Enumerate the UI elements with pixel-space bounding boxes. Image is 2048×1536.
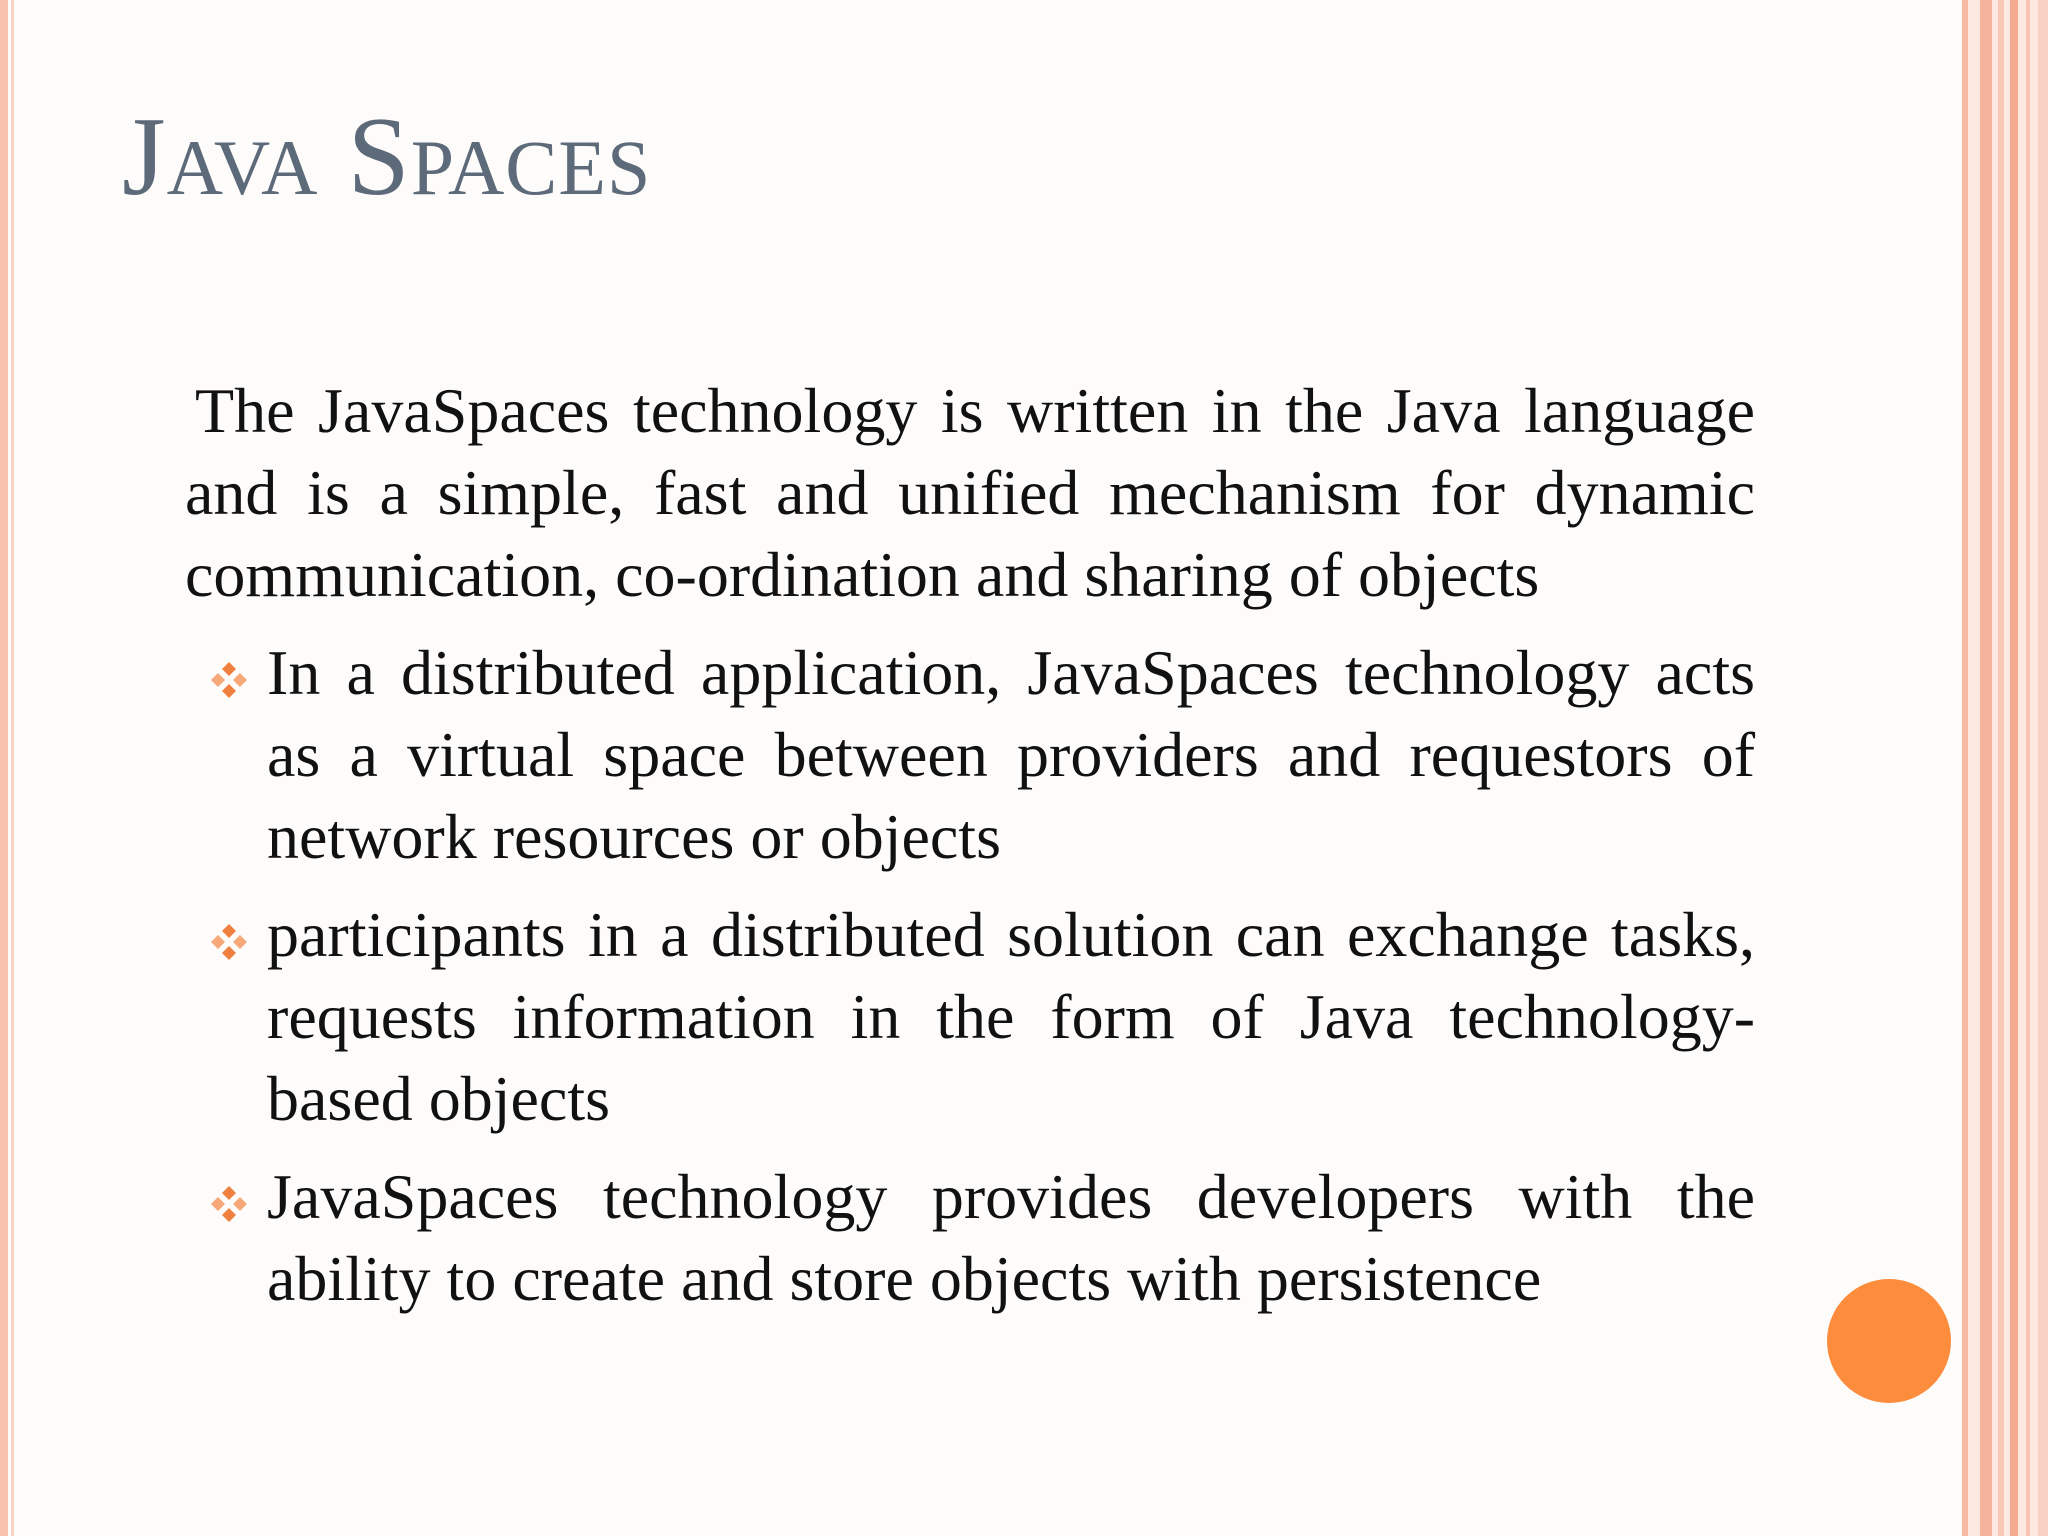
right-border-stripe <box>2038 0 2048 1536</box>
four-diamond-bullet-icon <box>209 660 249 700</box>
four-diamond-bullet-icon <box>209 922 249 962</box>
bullet-item <box>185 894 1755 1140</box>
bullet-item <box>185 1156 1755 1320</box>
intro-paragraph: The JavaSpaces technology is written in the Java language and is a simple, fast and unified mechanism for dynamic communication, co-ordination and sharing of objects <box>185 375 1755 610</box>
right-border-stripe <box>2010 0 2018 1536</box>
left-border-stripe-thin <box>11 0 14 1536</box>
right-border-band <box>1962 0 2048 1536</box>
four-diamond-bullet-icon <box>209 1184 249 1224</box>
right-border-stripe <box>1962 0 1968 1536</box>
right-border-stripe <box>1980 0 1992 1536</box>
bullet-list <box>185 632 1755 1320</box>
left-border-stripe <box>0 0 8 1536</box>
bullet-text: participants in a distributed solution can exchange tasks, requests information in the form of Java technology-based objects <box>267 899 1755 1134</box>
right-border-stripe <box>2026 0 2030 1536</box>
bullet-text: JavaSpaces technology provides developers with the ability to create and store objects with persistence <box>267 1161 1755 1314</box>
bullet-item <box>185 632 1755 878</box>
slide-title: Java Spaces <box>122 95 652 219</box>
bullet-text: In a distributed application, JavaSpaces technology acts as a virtual space between providers and requestors of network resources or objects <box>267 637 1755 872</box>
accent-circle <box>1827 1279 1951 1403</box>
right-border-stripe <box>1998 0 2004 1536</box>
slide-body <box>185 370 1755 1320</box>
